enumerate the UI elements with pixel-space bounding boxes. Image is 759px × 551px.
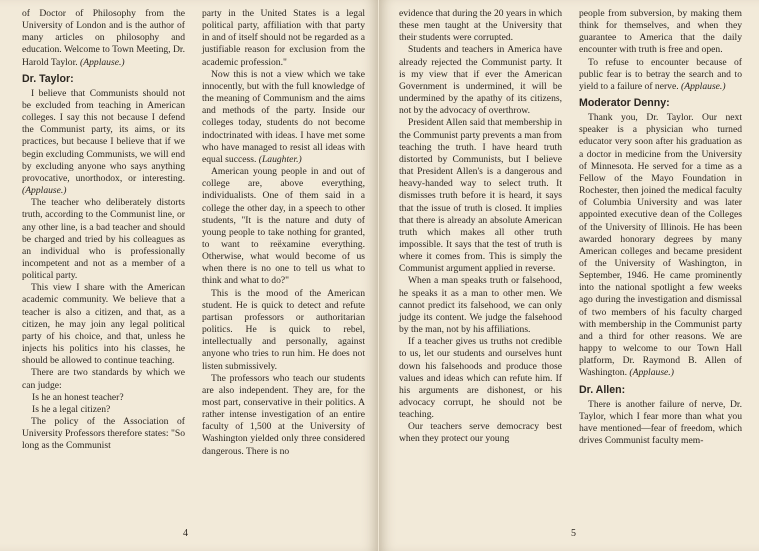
paragraph: evidence that during the 20 years in which these men taught at the University that their students were corrupted. [399,8,562,44]
page-right-column-2 [579,8,742,447]
laughter-note: (Laughter.) [258,153,302,165]
paragraph: When a man speaks truth or falsehood, he speaks it as a man to other men. We cannot predict its falsehood, we can only judge its content. We judge the falsehood by the man, not by his affiliations. [399,275,562,336]
page-left-column-2 [202,8,365,458]
page-right [379,0,759,551]
paragraph: I believe that Communists should not be excluded from teaching in American colleges. I say this not because I defend the Communist party, its aims, or its practices, but because I believe that if we begin excluding Communists, we will end by excluding anyone who says anything provocative, unorthodox, or interesting. (Applause.) [22,87,185,197]
applause-note: (Applause.) [629,367,674,379]
paragraph: The teacher who deliberately distorts truth, according to the Communist line, or any other line, is a bad teacher and should be charged and tried by his colleagues as an individual who is professionally incompetent and not as a member of a political party. [22,197,185,282]
page-number: 5 [571,528,576,539]
speaker-heading: Dr. Allen: [579,383,626,396]
paragraph: Students and teachers in America have already rejected the Communist party. It is my view that if ever the American Government is undermined, it will be undermined by the apathy of its citizens, not by the advocacy of overthrow. [399,44,562,117]
paragraph: There are two standards by which we can judge: [22,367,185,391]
applause-note: (Applause.) [80,56,125,68]
page-left [0,0,378,551]
paragraph: The policy of the Association of University Professors therefore states: "So long as the Communist [22,416,185,452]
question-line: Is he an honest teacher? [32,391,124,403]
paragraph: Now this is not a view which we take innocently, but with the full knowledge of the meaning of Communism and the aims and methods of the party. Inside our colleges today, students do not become indoctrinated with ideas. I have met some who have managed to resist all ideas with equal success. (Laughter.) [202,68,365,165]
paragraph: American young people in and out of college are, above everything, individualists. One of them said in a college the other day, in a speech to other students, "It is the nature and duty of young people to take nothing for granted, to want to reëxamine everything. Otherwise, what would become of us when there is no one to tell us what to think and what to do?" [202,166,365,287]
paragraph: Thank you, Dr. Taylor. Our next speaker is a physician who turned educator very soon after his graduation as a doctor in medicine from the University of Minnesota. He served for a time as a Fellow of the Mayo Foundation in Rochester, then joined the medical faculty of Columbia University and was later appointed executive dean of the Colleges of the University of Illinois. He has been awarded honorary degrees by many American colleges and became president of the University of Washington, in September, 1946. He came prominently into the national spotlight a few weeks ago during the investigation and dismissal of two members of his faculty charged with membership in the Communist party and a third for other reasons. We are happy to welcome to our Town Hall platform, Dr. Raymond B. Allen of Washington. (Applause.) [579,112,742,379]
paragraph: party in the United States is a legal political party, affiliation with that party in and of itself should not be regarded as a justifiable reason for exclusion from the academic profession." [202,8,365,68]
paragraph: The professors who teach our students are also independent. They are, for the most part, conservative in their politics. A rather intense investigation of an entire faculty of 1,500 at the University of Washington yielded only three considered dangerous. There is no [202,372,365,457]
paragraph: President Allen said that membership in the Communist party prevents a man from teaching the truth. I have heard truth distorted by Communists, but I believe that President Allen's is a dangerous and heavy-handed way to select truth. It dismisses truth before it is heard, it says that the issue of truth is closed. It implies that there is already an absolute American truth which makes all other truth impossible. It says that the test of truth is where it comes from. This is simply the Communist argument applied in reverse. [399,117,562,275]
paragraph: If a teacher gives us truths not credible to us, let our students and ourselves hunt down his falsehoods and produce those values and ideas which can refute him. If his arguments are dishonest, or his advocacy corrupt, he should not be teaching. [399,336,562,421]
paragraph: Our teachers serve democracy best when they protect our young [399,421,562,445]
applause-note: (Applause.) [681,80,726,92]
paragraph: This view I share with the American academic community. We believe that a teacher is also a citizen, and that, as a citizen, he may join any legal political party of his choice, and that, unless he injects his politics into his classes, he should be allowed to continue teaching. [22,282,185,367]
paragraph: There is another failure of nerve, Dr. Taylor, which I fear more than what you have mentioned—fear of freedom, which drives Communist faculty mem- [579,398,742,446]
page-right-column-1 [399,8,562,446]
paragraph: To refuse to encounter because of public fear is to betray the search and to yield to a failure of nerve. (Applause.) [579,56,742,92]
speaker-heading: Dr. Taylor: [22,72,74,85]
applause-note: (Applause.) [22,185,67,197]
page-number: 4 [183,528,188,539]
paragraph: of Doctor of Philosophy from the University of London and is the author of many articles on philosophy and education. Welcome to Town Meeting, Dr. Harold Taylor. (Applause.) [22,8,185,68]
paragraph: This is the mood of the American student. He is quick to detect and refute partisan professors or authoritarian politics. He is quick to rebel, intellectually and personally, against anyone who tries to run him. He does not listen submissively. [202,287,365,372]
page-left-column-1 [22,8,185,452]
speaker-heading: Moderator Denny: [579,97,670,110]
paragraph: people from subversion, by making them think for themselves, and when they guarantee to America that the daily encounter with truth is free and open. [579,8,742,56]
question-line: Is he a legal citizen? [32,403,111,415]
